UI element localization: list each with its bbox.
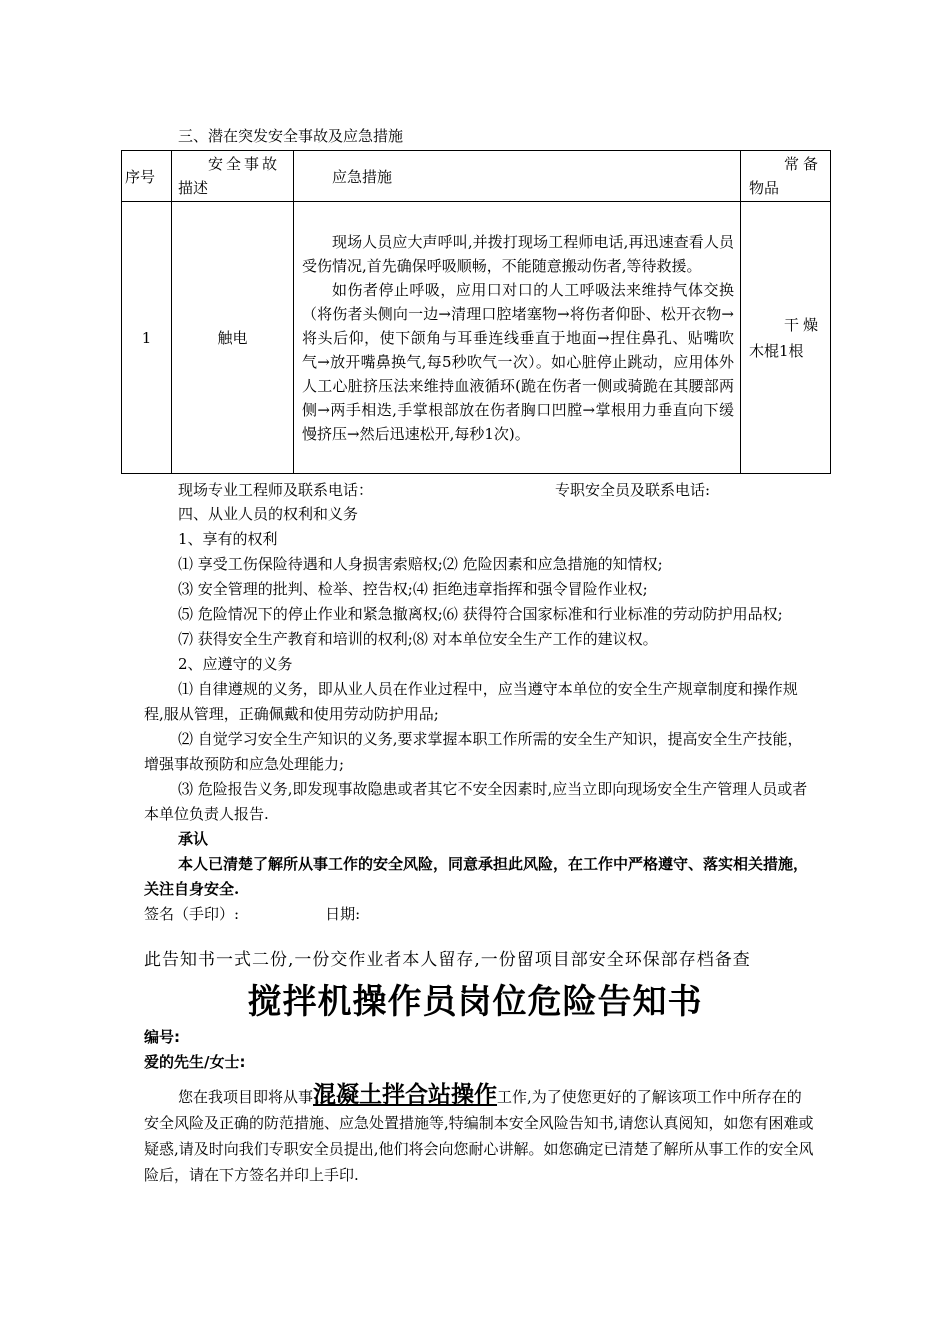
acknowledge-title xyxy=(144,827,809,852)
duties-item xyxy=(144,677,809,727)
header-description-line2: 描述 xyxy=(178,179,209,197)
rights-item-text: ⑶ 安全管理的批判、检举、控告权;⑷ 拒绝违章指挥和强令冒险作业权; xyxy=(178,580,648,598)
rights-item-text: ⑴ 享受工伤保险待遇和人身损害索赔权;⑵ 危险因素和应急措施的知情权; xyxy=(178,555,663,573)
intro-paragraph xyxy=(144,1082,814,1188)
section-title: 三、潜在突发安全事故及应急措施 xyxy=(178,127,404,145)
notice-title: 搅拌机操作员岗位危险告知书 xyxy=(247,982,703,1022)
header-seq: 序号 xyxy=(122,151,172,202)
duties-title xyxy=(144,652,809,677)
duties-item-text: ⑶ 危险报告义务,即发现事故隐患或者其它不安全因素时,应当立即向现场安全生产管理人员或者本单位负责人报告. xyxy=(144,780,808,823)
job-name: 混凝土拌合站操作 xyxy=(313,1082,498,1108)
number-label: 编号: xyxy=(144,1028,180,1046)
table-row xyxy=(122,202,831,474)
rights-item xyxy=(144,627,809,652)
row-items-line2: 木棍1根 xyxy=(749,341,804,360)
header-description xyxy=(172,151,294,202)
rights-duties-section xyxy=(144,502,809,927)
engineer-contact-label: 现场专业工程师及联系电话： xyxy=(178,481,374,499)
rights-title xyxy=(144,527,809,552)
duties-item-text: ⑴ 自律遵规的义务，即从业人员在作业过程中，应当遵守本单位的安全生产规章制度和操作规程,服从管理，正确佩戴和使用劳动防护用品; xyxy=(144,680,798,723)
signature-label: 签名（手印）: xyxy=(144,905,240,923)
measure-paragraph-2: 如伤者停止呼吸，应用口对口的人工呼吸法来维持气体交换（将伤者头侧向一边→清理口腔堵塞物→将伤者仰卧、松开衣物→将头后仰，使下颌角与耳垂连线垂直于地面→捏住鼻孔、贴嘴吹气→放开嘴鼻换气,每5秒吹气一次）。如心脏停止跳动，应用体外人工心脏挤压法来维持血液循环(跪在伤者一侧或骑跪在其腰部两侧→两手相迭,手掌根部放在伤者胸口凹膛→掌根用力垂直向下缓慢挤压→然后迅速松开,每秒1次)。 xyxy=(302,280,734,443)
rights-item-text: ⑺ 获得安全生产教育和培训的权利;⑻ 对本单位安全生产工作的建议权。 xyxy=(178,630,658,648)
rights-item xyxy=(144,552,809,577)
date-label: 日期: xyxy=(325,905,361,923)
row-items-line1: 干燥 xyxy=(783,315,822,334)
rights-item-text: ⑸ 危险情况下的停止作业和紧急撤离权;⑹ 获得符合国家标准和行业标准的劳动防护用品权; xyxy=(178,605,783,623)
row-description: 触电 xyxy=(172,202,294,474)
header-description-line1: 安全事故 xyxy=(208,155,281,173)
row-items xyxy=(741,202,831,474)
header-items-line2: 物品 xyxy=(749,179,780,197)
signature-line xyxy=(144,902,809,927)
duties-title-text: 2、应遵守的义务 xyxy=(178,655,293,673)
rights-title-text: 1、享有的权利 xyxy=(178,530,278,548)
intro-before: 您在我项目即将从事 xyxy=(178,1088,314,1106)
rights-item xyxy=(144,577,809,602)
emergency-measures-table xyxy=(121,150,831,474)
acknowledge-text xyxy=(144,852,809,902)
header-items xyxy=(741,151,831,202)
duties-item xyxy=(144,777,809,827)
copies-note: 此告知书一式二份,一份交作业者本人留存,一份留项目部安全环保部存档备查 xyxy=(144,950,751,970)
section4-title-text: 四、从业人员的权利和义务 xyxy=(178,505,359,523)
rights-item xyxy=(144,602,809,627)
greeting: 爱的先生/女士: xyxy=(144,1053,246,1071)
header-measures: 应急措施 xyxy=(294,151,741,202)
acknowledge-text-body: 本人已清楚了解所从事工作的安全风险，同意承担此风险，在工作中严格遵守、落实相关措施，关注自身安全. xyxy=(144,855,809,898)
measure-paragraph-1: 现场人员应大声呼叫,并拨打现场工程师电话,再迅速查看人员受伤情况,首先确保呼吸顺畅，不能随意搬动伤者,等待救援。 xyxy=(302,232,734,275)
row-measures xyxy=(294,202,741,474)
duties-item xyxy=(144,727,809,777)
safety-officer-contact-label: 专职安全员及联系电话: xyxy=(555,481,711,499)
section4-title xyxy=(144,502,809,527)
header-items-line1: 常备 xyxy=(783,155,822,173)
acknowledge-title-text: 承认 xyxy=(178,830,209,848)
table-header-row xyxy=(122,151,831,202)
intro-after: 工作,为了使您更好的了解该项工作中所存在的安全风险及正确的防范措施、应急处置措施等,特编制本安全风险告知书,请您认真阅知，如您有困难或疑惑,请及时向我们专职安全员提出,他们将会向您耐心讲解。如您确定已清楚了解所从事工作的安全风险后，请在下方签名并印上手印. xyxy=(144,1088,814,1184)
row-seq: 1 xyxy=(122,202,172,474)
duties-item-text: ⑵ 自觉学习安全生产知识的义务,要求掌握本职工作所需的安全生产知识，提高安全生产技能，增强事故预防和应急处理能力; xyxy=(144,730,803,773)
